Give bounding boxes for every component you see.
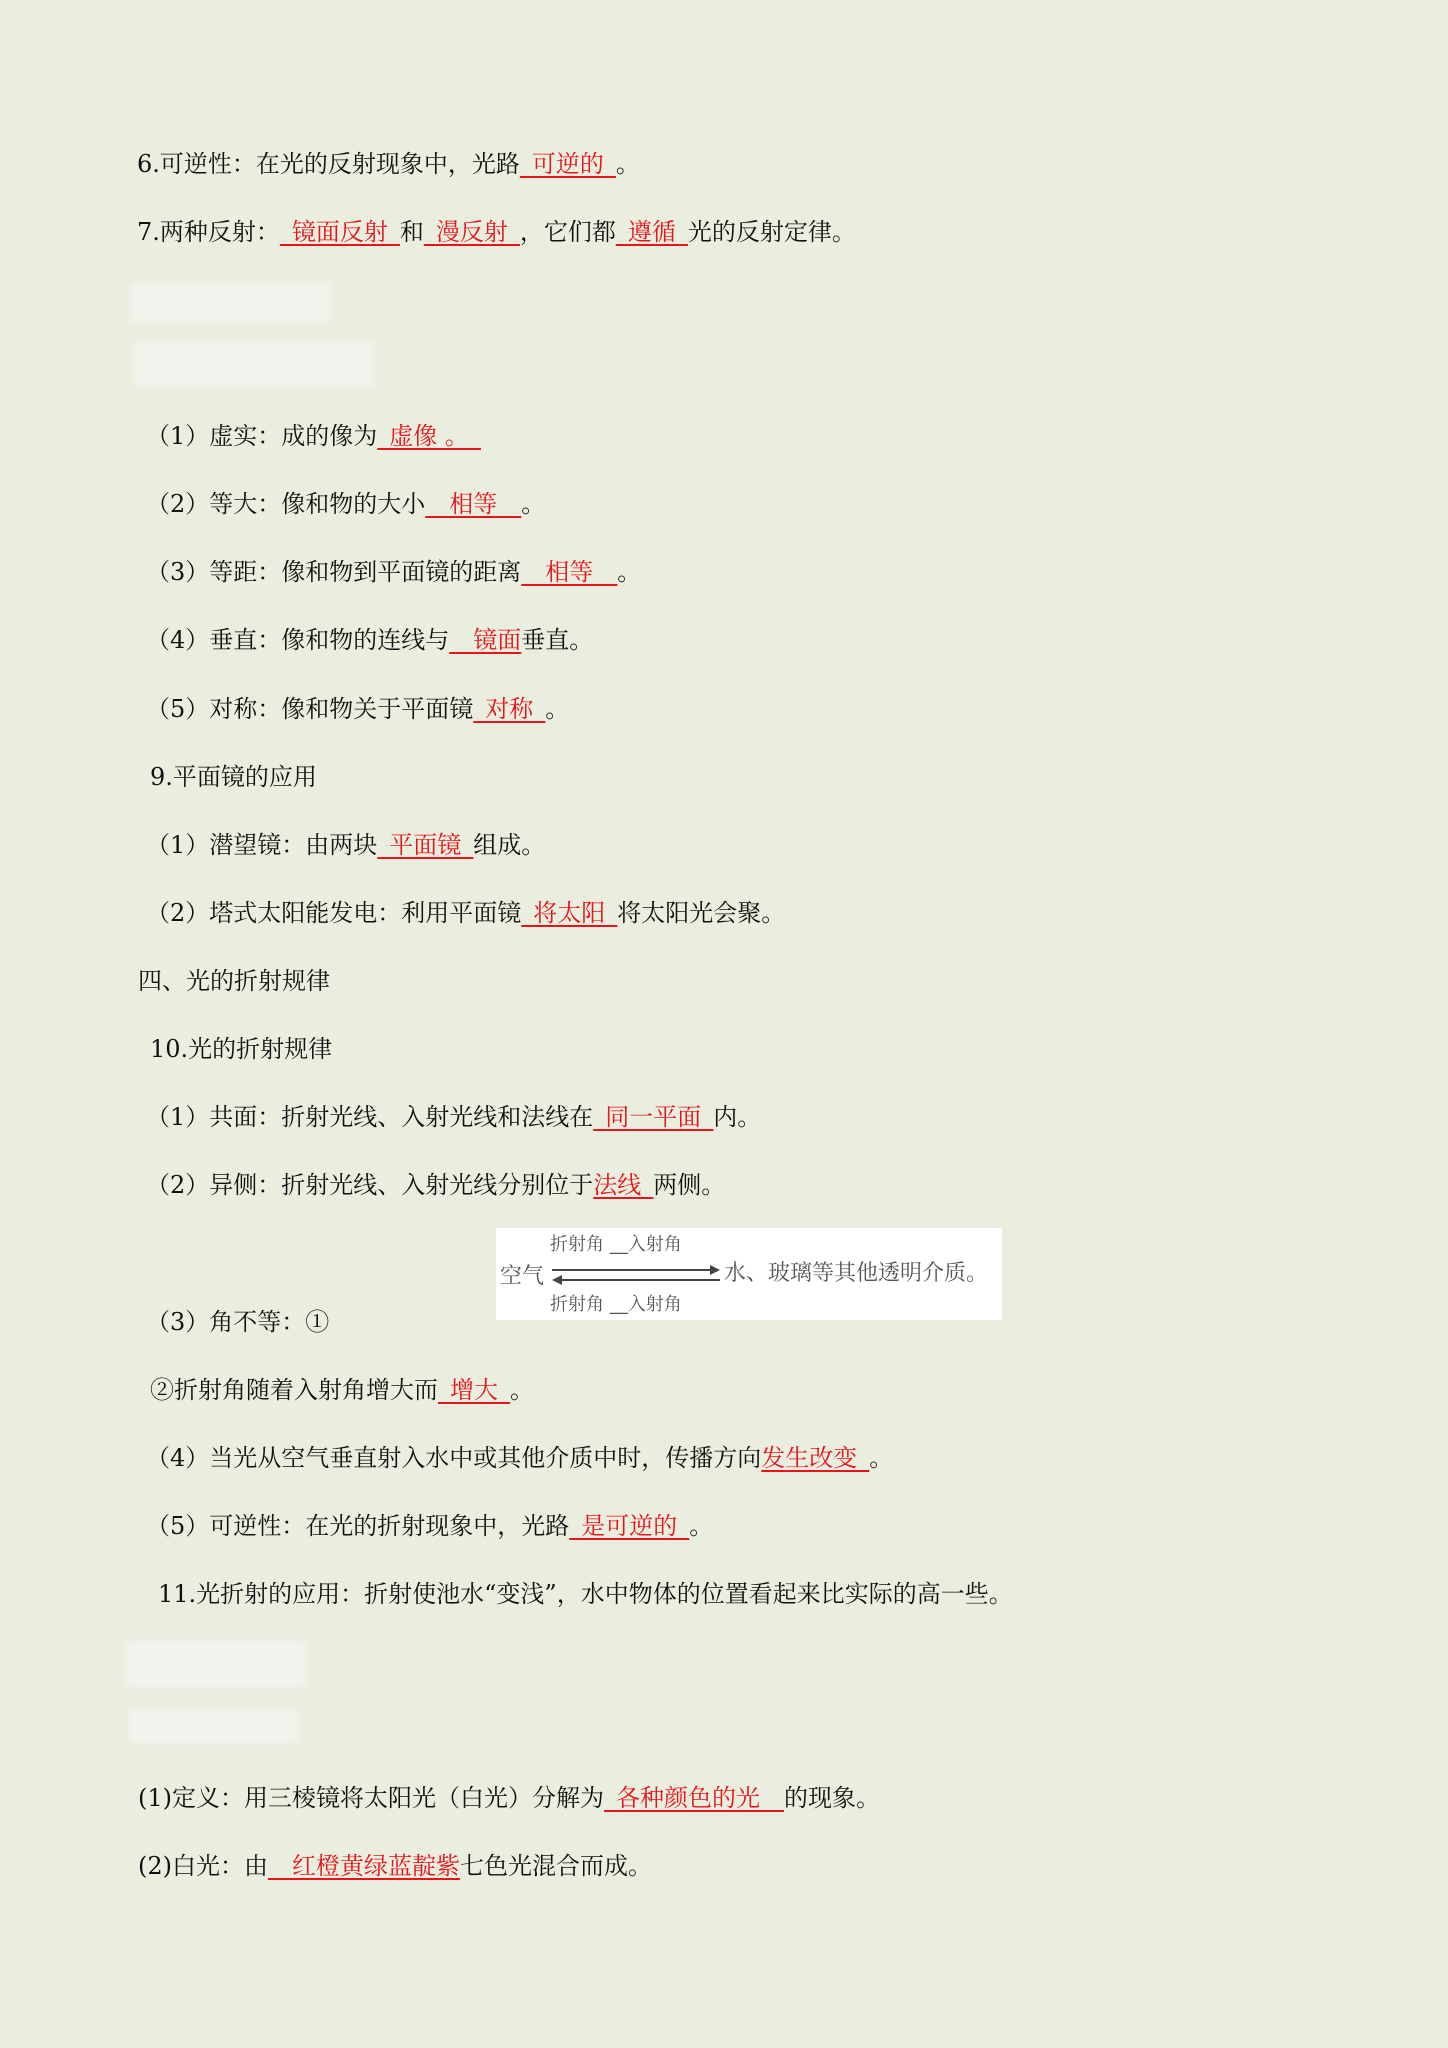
text-line <box>150 1374 534 1406</box>
text-segment: 。 <box>521 490 546 518</box>
text-segment: 9.平面镜的应用 <box>150 763 317 791</box>
text-segment: (2)白光：由 <box>138 1852 268 1880</box>
text-line <box>146 693 569 725</box>
text-line <box>137 216 856 248</box>
answer-blank: _平面镜_ <box>377 831 474 859</box>
text-line <box>146 420 481 452</box>
text-segment: 7.两种反射： <box>137 218 280 246</box>
answer-blank: __红橙黄绿蓝靛紫 <box>268 1852 460 1880</box>
arrow-left-head <box>552 1275 562 1285</box>
text-segment: 。 <box>617 558 642 586</box>
medium-label: 水、玻璃等其他透明介质。 <box>724 1261 989 1286</box>
text-segment: 将太阳光会聚。 <box>617 899 786 927</box>
answer-blank: _对称_ <box>473 695 546 723</box>
text-segment: （2）等大：像和物的大小 <box>146 490 426 518</box>
text-line <box>146 1306 329 1338</box>
text-line <box>146 624 593 656</box>
text-segment: （1）虚实：成的像为 <box>146 422 378 450</box>
text-segment: （2）塔式太阳能发电：利用平面镜 <box>146 899 522 927</box>
text-line <box>150 761 317 793</box>
text-line <box>138 1850 652 1882</box>
answer-blank: _可逆的_ <box>519 150 616 178</box>
text-line <box>146 897 785 929</box>
text-segment: 四、光的折射规律 <box>138 967 330 995</box>
text-segment: （2）异侧：折射光线、入射光线分别位于 <box>146 1171 594 1199</box>
text-line <box>146 1510 713 1542</box>
answer-blank: __镜面 <box>449 626 522 654</box>
refraction-diagram <box>496 1228 1002 1320</box>
text-segment: （1）潜望镜：由两块 <box>146 831 378 859</box>
answer-blank: 发生改变_ <box>761 1444 870 1472</box>
redacted-heading-3 <box>126 1640 306 1688</box>
text-segment: 11.光折射的应用：折射使池水“变浅”，水中物体的位置看起来比实际的高一些。 <box>158 1580 1013 1608</box>
redacted-heading-4 <box>128 1708 298 1744</box>
diagram-top-label: 折射角 __入射角 <box>550 1234 682 1255</box>
text-segment: 两侧。 <box>653 1171 726 1199</box>
text-line <box>146 1101 761 1133</box>
text-segment: （3）角不等：① <box>146 1308 330 1336</box>
answer-blank: _遵循_ <box>615 218 688 246</box>
answer-blank: _虚像 。_ <box>377 422 481 450</box>
text-line <box>146 488 545 520</box>
answer-blank: _各种颜色的光__ <box>604 1784 784 1812</box>
text-segment: （1）共面：折射光线、入射光线和法线在 <box>146 1103 594 1131</box>
text-segment: 。 <box>615 150 640 178</box>
text-segment: 。 <box>545 695 570 723</box>
text-segment: 垂直。 <box>521 626 594 654</box>
text-segment: 。 <box>869 1444 894 1472</box>
air-label: 空气 <box>500 1264 545 1289</box>
text-line <box>137 148 640 180</box>
text-line <box>146 1442 893 1474</box>
text-segment: 七色光混合而成。 <box>460 1852 652 1880</box>
redacted-heading-1 <box>130 282 330 322</box>
text-line <box>146 829 545 861</box>
text-segment: 6.可逆性：在光的反射现象中，光路 <box>137 150 520 178</box>
answer-blank: __相等__ <box>521 558 618 586</box>
answer-blank: __相等__ <box>425 490 522 518</box>
text-segment: （4）当光从空气垂直射入水中或其他介质中时，传播方向 <box>146 1444 762 1472</box>
text-segment: ，它们都 <box>519 218 616 246</box>
text-segment: （5）对称：像和物关于平面镜 <box>146 695 474 723</box>
answer-blank: 法线_ <box>593 1171 654 1199</box>
text-line <box>146 556 641 588</box>
text-line <box>138 965 330 997</box>
text-segment: （3）等距：像和物到平面镜的距离 <box>146 558 522 586</box>
text-segment: (1)定义：用三棱镜将太阳光（白光）分解为 <box>138 1784 604 1812</box>
text-line <box>158 1578 1013 1610</box>
text-segment: 。 <box>689 1512 714 1540</box>
redacted-heading-2 <box>134 342 374 388</box>
text-line <box>146 1169 725 1201</box>
text-line <box>150 1033 332 1065</box>
answer-blank: _将太阳_ <box>521 899 618 927</box>
diagram-bottom-label: 折射角 __入射角 <box>550 1294 682 1315</box>
text-segment: （5）可逆性：在光的折射现象中，光路 <box>146 1512 570 1540</box>
text-segment: 10.光的折射规律 <box>150 1035 333 1063</box>
text-segment: 。 <box>510 1376 534 1404</box>
text-segment: 和 <box>399 218 424 246</box>
answer-blank: _同一平面_ <box>593 1103 714 1131</box>
arrow-right-head <box>710 1265 720 1275</box>
text-segment: 光的反射定律。 <box>687 218 856 246</box>
answer-blank: _增大_ <box>438 1376 510 1404</box>
text-segment: （4）垂直：像和物的连线与 <box>146 626 450 654</box>
text-segment: ②折射角随着入射角增大而 <box>150 1376 438 1404</box>
text-segment: 内。 <box>713 1103 762 1131</box>
text-segment: 的现象。 <box>784 1784 880 1812</box>
answer-blank: _镜面反射_ <box>279 218 400 246</box>
answer-blank: _漫反射_ <box>423 218 520 246</box>
text-line <box>138 1782 880 1814</box>
text-segment: 组成。 <box>473 831 546 859</box>
answer-blank: _是可逆的_ <box>569 1512 690 1540</box>
